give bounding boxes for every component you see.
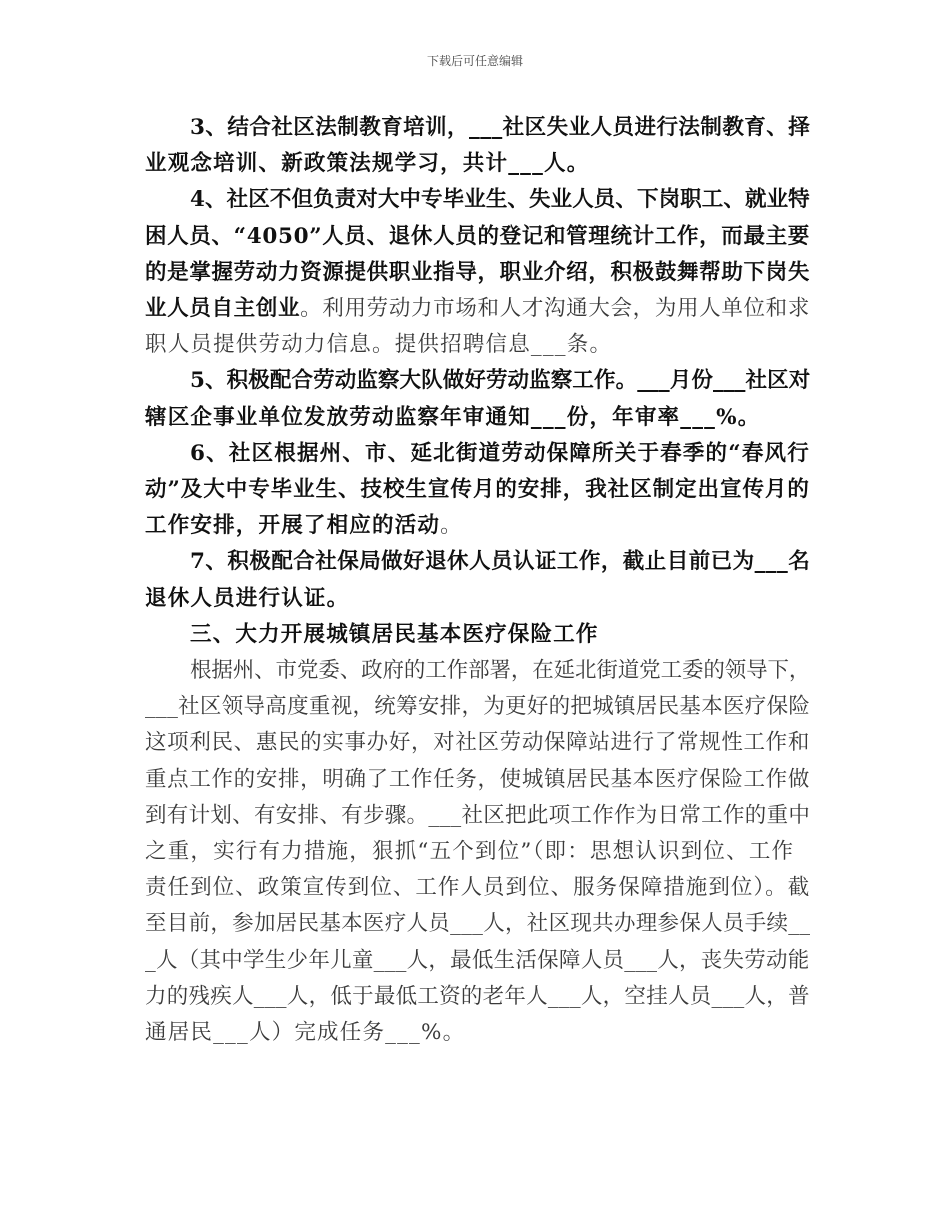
bold-text-segment: 退休人员进行认证。	[145, 585, 350, 611]
text-line	[145, 585, 349, 613]
text-line	[190, 367, 810, 395]
bold-text-segment: 工作安排，开展了相应的活动	[145, 513, 441, 539]
regular-text-segment: 。	[440, 513, 463, 539]
regular-text-segment: _人（其中学生少年儿童___人，最低生活保障人员___人，丧失劳动能	[145, 947, 810, 973]
bold-text-segment: 5、积极配合劳动监察大队做好劳动监察工作。___月份___社区对	[190, 368, 811, 394]
regular-text-segment: 力的残疾人___人，低于最低工资的老年人___人，空挂人员___人，普	[145, 983, 810, 1009]
regular-text-segment: 至目前，参加居民基本医疗人员___人，社区现共办理参保人员手续__	[145, 911, 811, 937]
text-line	[190, 657, 810, 685]
regular-text-segment: 这项利民、惠民的实事办好，对社区劳动保障站进行了常规性工作和	[145, 730, 811, 756]
page-header: 下载后可任意编辑	[426, 54, 523, 68]
text-line	[145, 331, 612, 359]
text-line	[145, 223, 810, 251]
text-line	[145, 295, 810, 323]
regular-text-segment: 通居民___人）完成任务___%。	[145, 1020, 466, 1045]
text-line	[145, 766, 810, 794]
bold-text-segment: 的是掌握劳动力资源提供职业指导，职业介绍，积极鼓舞帮助下岗失	[145, 259, 811, 285]
bold-text-segment: 业人员自主创业	[145, 296, 301, 321]
text-line	[145, 512, 463, 540]
bold-text-segment: 业观念培训、新政策法规学习，共计___人。	[145, 151, 590, 177]
text-line	[145, 1019, 465, 1047]
regular-text-segment: 根据州、市党委、政府的工作部署，在延北街道党工委的领导下，	[190, 658, 811, 683]
bold-text-segment: 困人员、“4050”人员、退休人员的登记和管理统计工作，而最主要	[145, 223, 810, 249]
text-line	[190, 548, 810, 576]
text-line	[145, 404, 760, 432]
regular-text-segment: ___社区领导高度重视，统筹安排，为更好的把城镇居民基本医疗保险	[145, 694, 811, 720]
text-line	[145, 150, 589, 178]
text-line	[145, 693, 810, 721]
regular-text-segment: 责任到位、政策宣传到位、工作人员到位、服务保障措施到位）。截	[145, 875, 811, 901]
bold-text-segment: 三、大力开展城镇居民基本医疗保险工作	[190, 621, 599, 647]
bold-text-segment: 7、积极配合社保局做好退休人员认证工作，截止目前已为___名	[190, 549, 811, 575]
bold-text-segment: 6、社区根据州、市、延北街道劳动保障所关于春季的“春风行	[190, 440, 810, 466]
text-line	[145, 983, 810, 1011]
regular-text-segment: 。利用劳动力市场和人才沟通大会，为用人单位和求	[300, 296, 811, 321]
regular-text-segment: 职人员提供劳动力信息。提供招聘信息___条。	[145, 332, 613, 358]
text-line	[145, 259, 810, 287]
bold-text-segment: 4、社区不但负责对大中专毕业生、失业人员、下岗职工、就业特	[190, 187, 810, 213]
regular-text-segment: 重点工作的安排，明确了工作任务，使城镇居民基本医疗保险工作做	[145, 766, 811, 792]
text-line	[145, 729, 810, 757]
text-line	[145, 874, 810, 902]
bold-text-segment: 3、结合社区法制教育培训，___社区失业人员进行法制教育、择	[190, 115, 811, 140]
text-line	[145, 838, 794, 866]
regular-text-segment: 到有计划、有安排、有步骤。___社区把此项工作作为日常工作的重中	[145, 802, 811, 828]
text-line	[190, 114, 810, 142]
text-line	[145, 476, 810, 504]
text-line	[145, 947, 810, 975]
text-line	[190, 186, 810, 214]
bold-text-segment: 动”及大中专毕业生、技校生宣传月的安排，我社区制定出宣传月的	[145, 477, 810, 502]
text-line	[190, 440, 810, 468]
text-line	[145, 910, 810, 938]
regular-text-segment: 之重，实行有力措施，狠抓“五个到位”（即：思想认识到位、工作	[145, 839, 795, 864]
text-line	[145, 802, 810, 830]
text-line	[190, 621, 599, 649]
bold-text-segment: 辖区企事业单位发放劳动监察年审通知___份，年审率___%。	[145, 404, 761, 430]
